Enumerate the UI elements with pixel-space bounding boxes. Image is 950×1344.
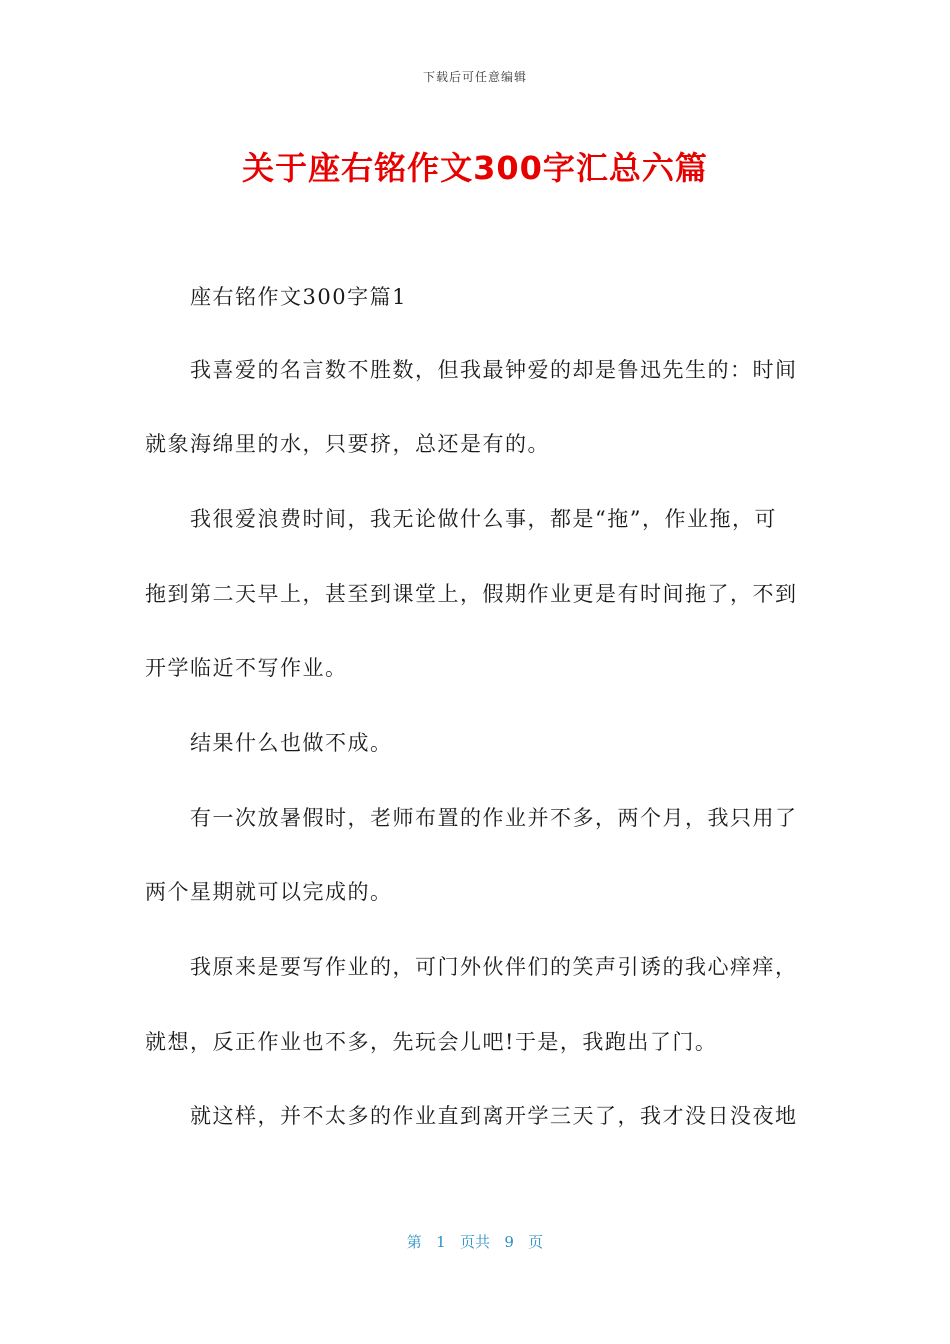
footer-suffix: 页	[528, 1233, 544, 1251]
section-heading: 座右铭作文300字篇1	[190, 285, 407, 309]
footer-prefix: 第	[406, 1233, 422, 1251]
footer-total-pages: 9	[504, 1233, 514, 1251]
footer-middle: 页共	[459, 1233, 490, 1251]
paragraph-line: 有一次放暑假时，老师布置的作业并不多，两个月，我只用了	[190, 806, 798, 830]
paragraph-line: 就想，反正作业也不多，先玩会儿吧!于是，我跑出了门。	[145, 1030, 718, 1054]
header-note: 下载后可任意编辑	[422, 70, 527, 84]
paragraph-line: 两个星期就可以完成的。	[145, 880, 393, 904]
paragraph-line: 我原来是要写作业的，可门外伙伴们的笑声引诱的我心痒痒，	[190, 955, 798, 979]
paragraph-line: 我喜爱的名言数不胜数，但我最钟爱的却是鲁迅先生的：时间	[190, 358, 798, 382]
footer-current-page: 1	[436, 1233, 446, 1251]
paragraph-line: 就象海绵里的水，只要挤，总还是有的。	[145, 432, 550, 456]
paragraph-line: 拖到第二天早上，甚至到课堂上，假期作业更是有时间拖了，不到	[145, 582, 798, 606]
page-footer	[0, 1231, 950, 1252]
paragraph-line: 就这样，并不太多的作业直到离开学三天了，我才没日没夜地	[190, 1104, 798, 1128]
document-title: 关于座右铭作文300字汇总六篇	[242, 149, 708, 187]
paragraph-line: 结果什么也做不成。	[190, 731, 393, 755]
paragraph-line: 开学临近不写作业。	[145, 656, 348, 680]
paragraph-line: 我很爱浪费时间，我无论做什么事，都是“拖”，作业拖，可	[190, 507, 777, 531]
